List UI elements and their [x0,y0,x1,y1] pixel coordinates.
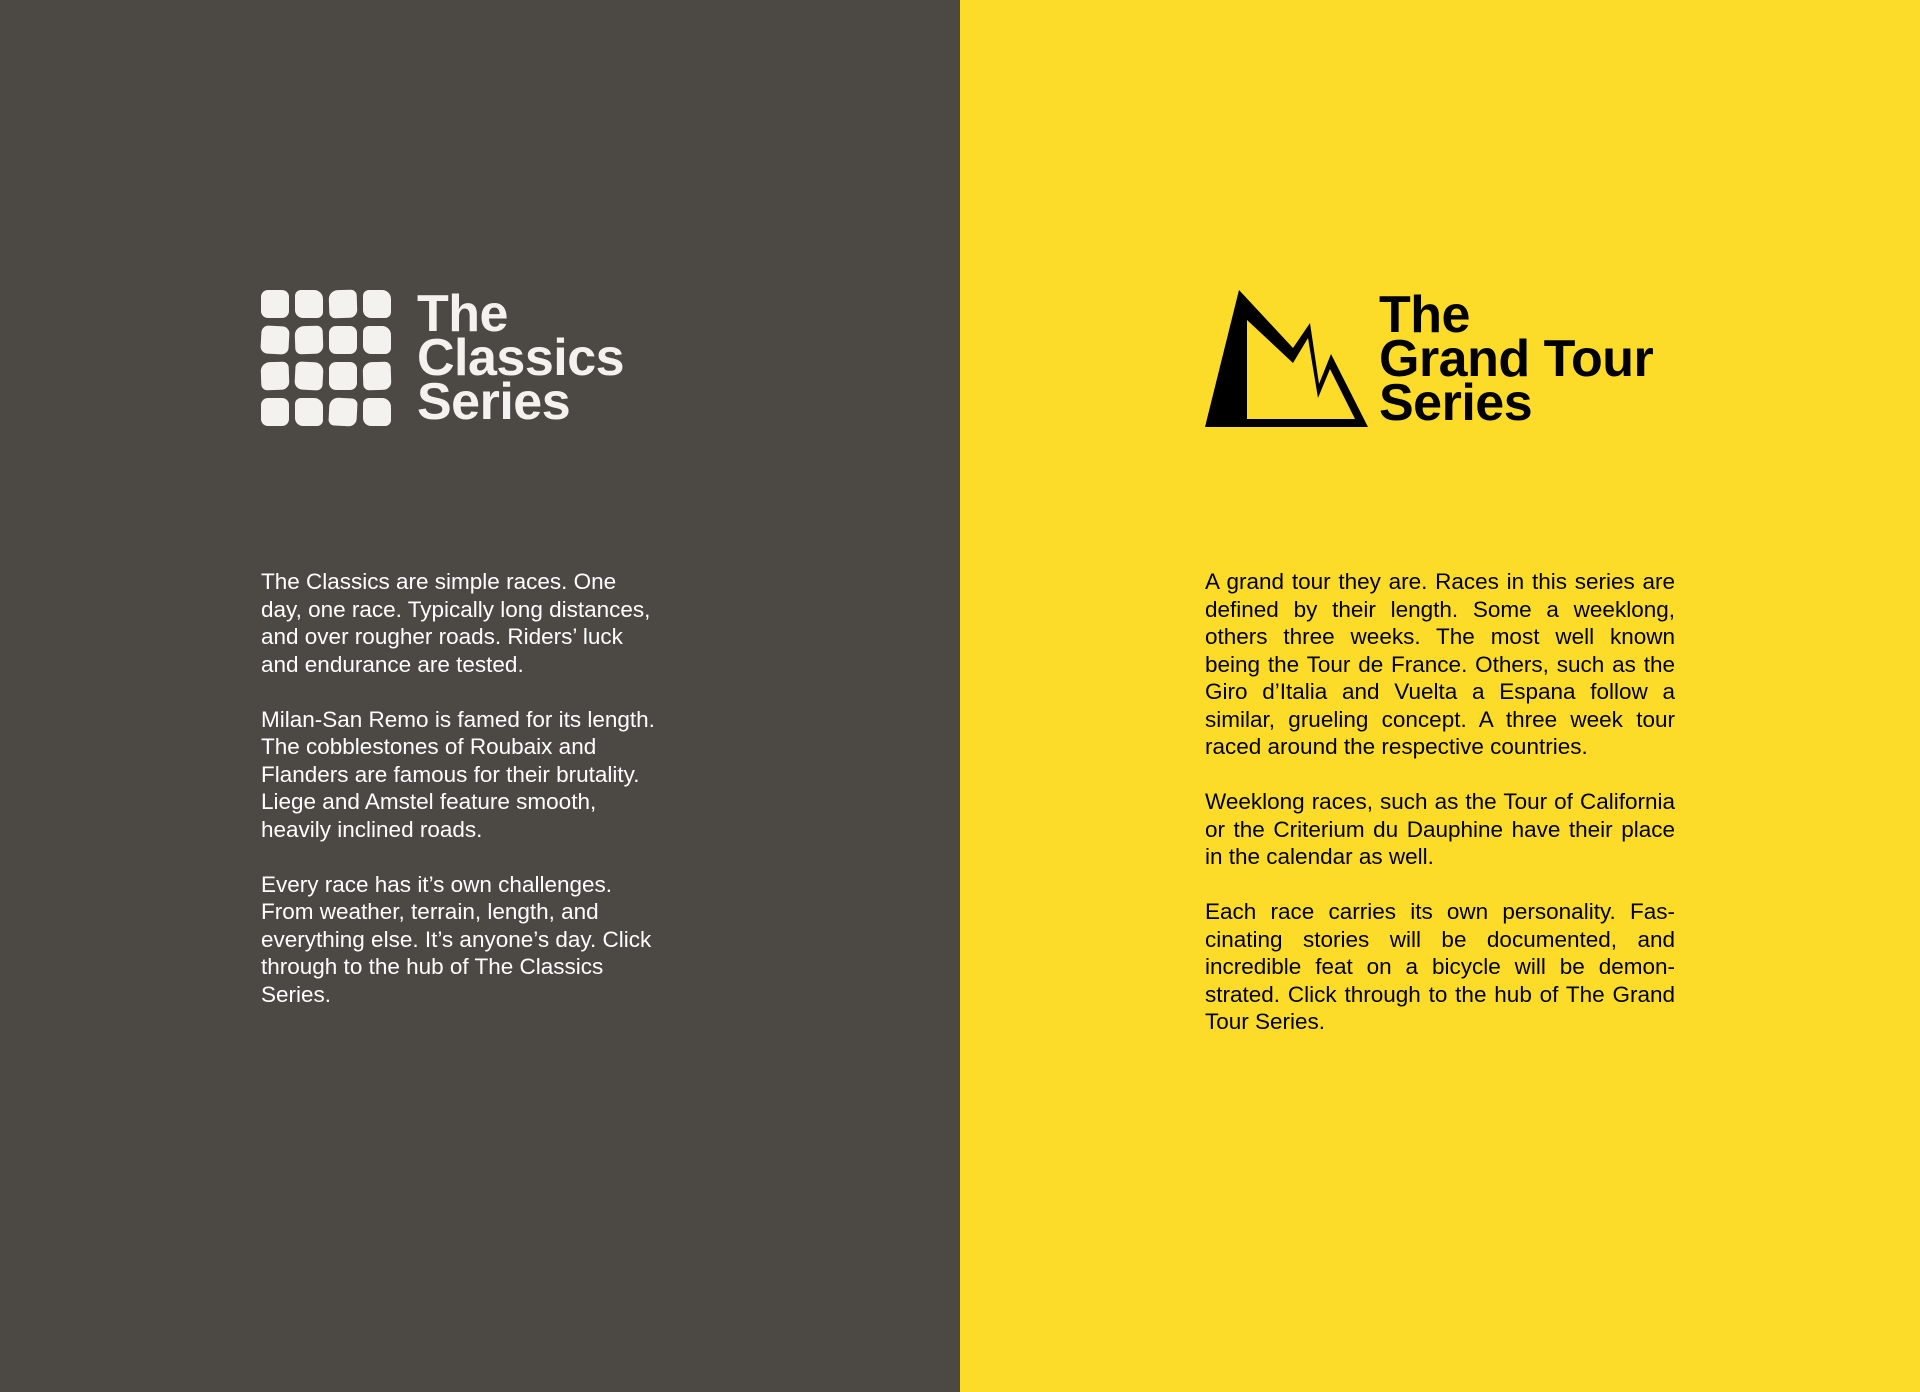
classics-paragraph: The Classics are simple races. One day, one race. Typically long distances, and over rougher roads. Riders’ luck and endurance are tested. [261,569,651,677]
grand-tour-title [1379,286,1654,432]
grand-tour-title-line: Grand Tour [1379,330,1654,388]
grand-tour-title-line: Series [1379,374,1533,432]
classics-title-line: The [417,285,508,343]
grand-tour-description [1205,568,1675,1063]
classics-title-line: Series [417,373,571,431]
grand-tour-logo[interactable] [1205,286,1654,432]
grand-tour-paragraph: Weeklong races, such as the Tour of California or the Criterium du Dauphine have their place in the calendar as well. [1205,789,1675,869]
grand-tour-paragraph: A grand tour they are. Races in this series are defined by their length. Some a weeklong, others three weeks. The most well known being the Tour de France. Others, such as the Giro d’Italia and Vuelta a Espana follow a similar, grueling concept. A three week tour raced around the respective countries. [1205,569,1675,759]
mountain-icon [1205,290,1369,428]
grand-tour-paragraph: Each race carries its own personality. Fascinating stories will be documented, and incredible feat on a bicycle will be demonstrated. Click through to the hub of The Grand Tour Series. [1205,899,1675,1034]
classics-paragraph: Milan-San Remo is famed for its length. The cobblestones of Roubaix and Flanders are famous for their brutality. Liege and Amstel feature smooth, heavily inclined roads. [261,706,655,842]
grand-tour-title-line: The [1379,286,1470,344]
classics-title-line: Classics [417,329,625,387]
cobblestones-icon [261,290,395,426]
classics-title [417,285,625,431]
classics-description [261,568,661,1036]
grand-tour-panel[interactable] [960,0,1920,1392]
classics-paragraph: Every race has it’s own challenges. From weather, terrain, length, and everything else. It’s anyone’s day. Click through to the hub of The Classics Series. [261,871,652,1007]
classics-logo[interactable] [261,285,625,431]
